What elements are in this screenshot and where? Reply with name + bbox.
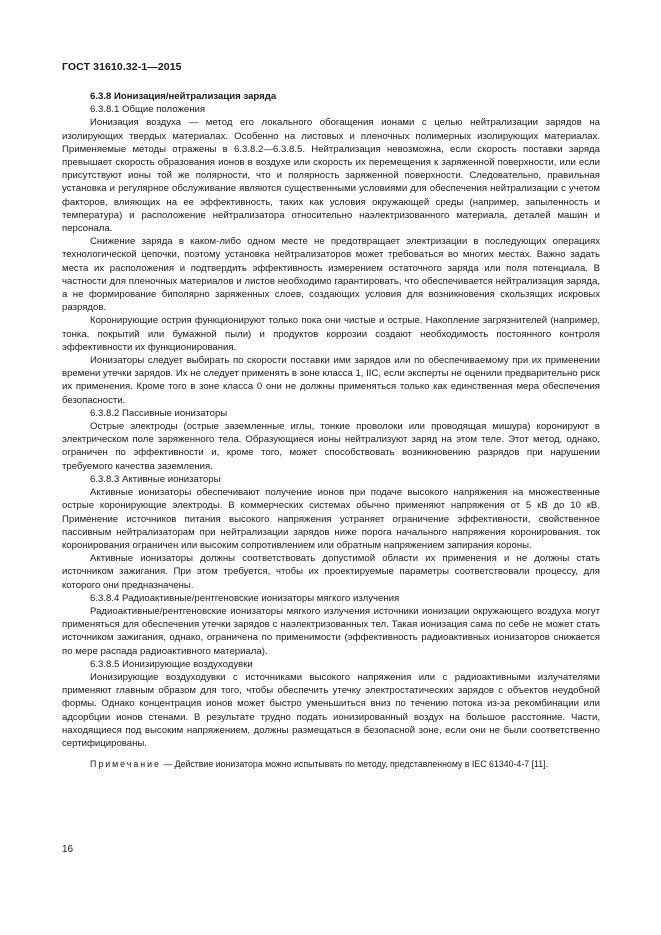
subsection-heading: 6.3.8.1 Общие положения <box>90 104 206 116</box>
section-content <box>62 90 600 770</box>
section-blocks <box>62 103 600 750</box>
subsection-heading: 6.3.8.4 Радиоактивные/рентгеновские ионизаторы мягкого излучения <box>90 592 400 604</box>
note-text: — Действие ионизатора можно испытывать по методу, представленному в IEC 61340-4-7 [11]. <box>160 759 549 770</box>
body-paragraph: Радиоактивные/рентгеновские ионизаторы мягкого излучения источники ионизации окружающего воздуха могут применяться для обеспечения утечки зарядов с наэлектризованных тел. Такая ионизация сама по себе не может стать источником зажигания, однако, ограничена по применимости (эффективность радиоактивных ионизаторов снижается по мере распада радиоактивного материала). <box>62 605 600 657</box>
body-paragraph: Ионизаторы следует выбирать по скорости поставки ими зарядов или по обеспечиваемому при их применении времени утечки зарядов. Их не следует применять в зоне класса 1, IIC, если эксперты не оценили предварительно риск их применения. Кроме того в зоне класса 0 они не должны применяться только как единственная мера обеспечения безопасности. <box>62 355 600 406</box>
page-number: 16 <box>62 844 74 855</box>
subsection-heading: 6.3.8.2 Пассивные ионизаторы <box>90 407 228 419</box>
document-code-header: ГОСТ 31610.32-1—2015 <box>62 61 182 73</box>
body-paragraph: Активные ионизаторы обеспечивают получение ионов при подаче высокого напряжения на множественные острые коронирующие электроды. В коммерческих системах обычно применяют напряжения от 5 кВ до 10 кВ. Применение источников питания высокого напряжения устраняет ограничение эффективности, свойственное пассивным нейтрализаторам при нейтрализации зарядов ниже порога начального напряжения коронирования. ток коронирования ограничен или высоким сопротивлением или обратным напряжением запирания короны. <box>62 487 600 551</box>
section-heading: 6.3.8 Ионизация/нейтрализация заряда <box>90 91 277 102</box>
subsection-heading: 6.3.8.5 Ионизирующие воздуходувки <box>90 658 253 670</box>
subsection-heading: 6.3.8.3 Активные ионизаторы <box>90 473 221 485</box>
note-paragraph <box>62 758 600 770</box>
body-paragraph: Ионизирующие воздуходувки с источниками высокого напряжения или с радиоактивными излучателями применяют главным образом для того, чтобы обеспечить утечку электростатических зарядов с объектов неудобной формы. Однако концентрация ионов может быстро уменьшиться вниз по течению потока из-за рекомбинации или адсорбции ионов стенами. В результате трудно подать ионизированный воздух на большое расстояние. Части, находящиеся под высоким напряжением, должны размещаться в безопасной зоне, если они не были соответственно сертифицированы. <box>62 671 600 749</box>
body-paragraph: Коронирующие острия функционируют только пока они чистые и острые. Накопление загрязнителей (например, тонка, покрытий или бумажной пыли) и продуктов коррозии создают необходимость постоянного контроля эффективности их функционирования. <box>62 315 600 353</box>
body-paragraph: Снижение заряда в каком-либо одном месте не предотвращает электризации в последующих операциях технологической цепочки, поэтому установка нейтрализаторов может требоваться во многих местах. Важно задать места их расположения и подтвердить эффективность измерением остаточного заряда или поля потенциала. В частности для пленочных материалов и листов необходимо гарантировать, что обеспечивается нейтрализация заряда, а не формирование биполярно заряженных слоев, создающих условия для возникновения скользящих искровых разрядов. <box>62 236 600 314</box>
note-label: Примечание <box>90 759 161 770</box>
body-paragraph: Ионизация воздуха — метод его локального обогащения ионами с целью нейтрализации зарядов на изолирующих твердых материалах. Особенно на листовых и пленочных полимерных изолирующих материалах. Применяемые методы отражены в 6.3.8.2—6.3.8.5. Нейтрализация невозможна, если скорость поставки заряда превышает скорость образования ионов в воздухе или скорость их перемещения к заряженной поверхности, или если присутствуют ионы той же полярности, что и полярность заряженной поверхности. Следовательно, правильная установка и регулярное обслуживание являются существенными условиями для обеспечения нейтрализации с учетом факторов, влияющих на ее эффективность, таких как условия окружающей среды (например, запыленность и температура) и расположение нейтрализатора относительно наэлектризованного материала, деталей машин и персонала. <box>62 117 600 235</box>
body-paragraph: Активные ионизаторы должны соответствовать допустимой области их применения и не должны стать источником зажигания. При этом требуется, чтобы их проектируемые параметры соответствовали процессу, для которого они предназначены. <box>62 553 600 591</box>
body-paragraph: Острые электроды (острые заземленные иглы, тонкие проволоки или проводящая мишура) коронируют в электрическом поле заряженного тела. Образующиеся ионы нейтрализуют заряд на этом теле. Этот метод, однако, ограничен по эффективности и, кроме того, может способствовать возникновению разрядов при нарушении требуемого качества заземления. <box>62 421 600 472</box>
